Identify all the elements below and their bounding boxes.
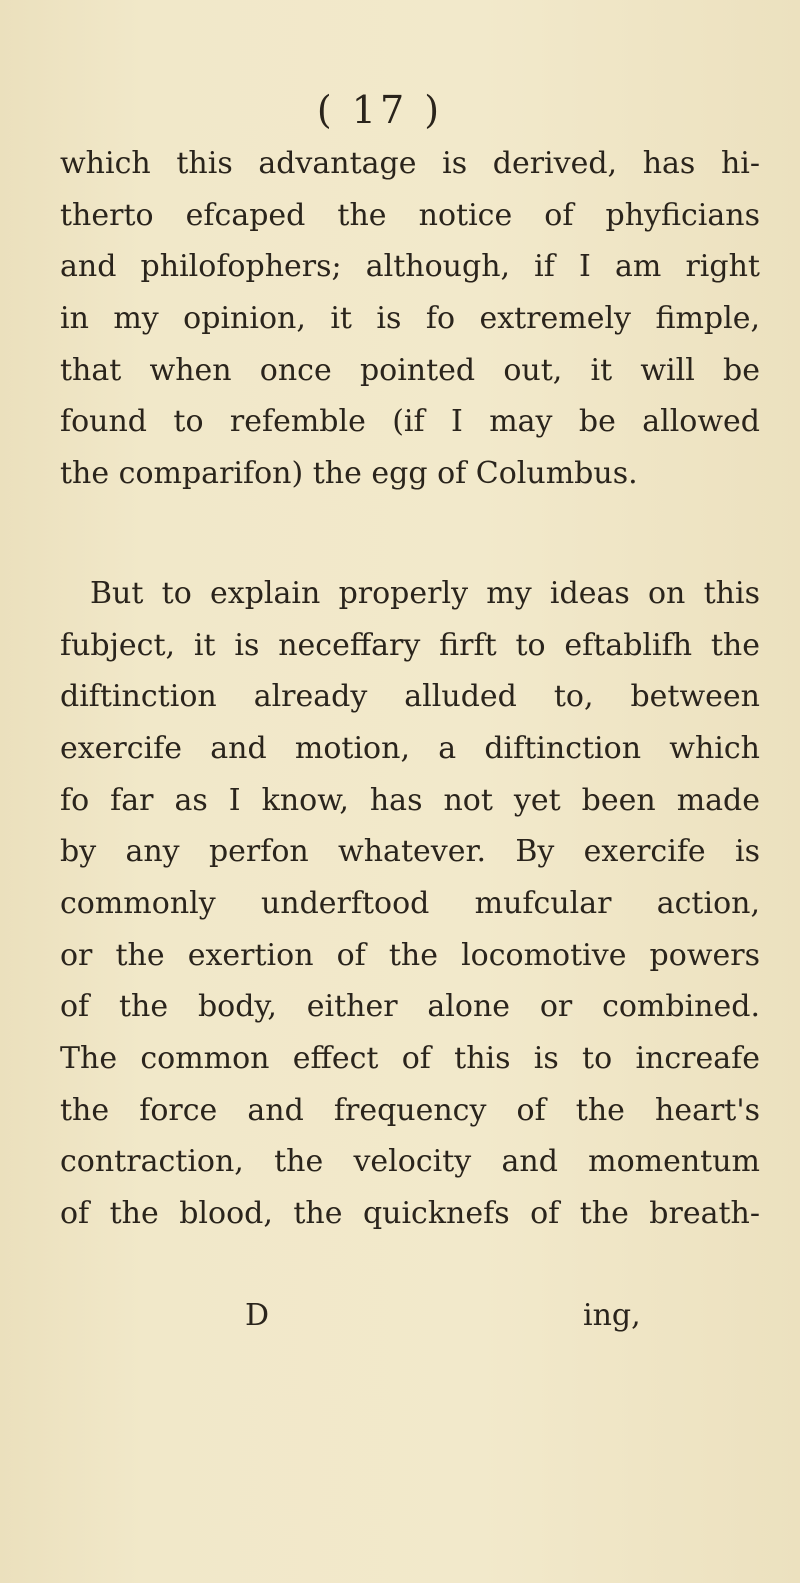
text-line: fo far as I know, has not yet been made [60,782,760,818]
text-line: by any perfon whatever. By exercife is [60,834,760,870]
text-line: found to refemble (if I may be allowed [60,404,760,440]
paragraph-gap [60,500,760,568]
paragraph-1 [60,138,760,500]
signature-mark: D [245,1298,270,1333]
text-line: fubject, it is neceffary firft to eftablifh the [60,627,760,663]
text-line: of the body, either alone or combined. [60,989,760,1025]
text-line: exercife and motion, a diftinction which [60,730,760,766]
text-line: the comparifon) the egg of Columbus. [60,456,638,492]
text-line: or the exertion of the locomotive powers [60,937,760,973]
text-line: The common effect of this is to increafe [60,1041,760,1076]
paragraph-2 [60,568,760,1240]
page-number: ( 17 ) [316,88,444,132]
text-line: diftinction already alluded to, between [60,679,760,715]
text-line: contraction, the velocity and momentum [60,1144,760,1180]
text-line: of the blood, the quicknefs of the breath- [60,1196,760,1232]
text-line: which this advantage is derived, has hi- [60,146,760,181]
text-line: therto efcaped the notice of phyficians [60,197,760,233]
body-text [60,138,760,1240]
page-footer [0,1298,800,1348]
text-line: the force and frequency of the heart's [60,1092,760,1128]
text-line: commonly underftood mufcular action, [60,885,760,921]
catchword: ing, [583,1298,641,1333]
text-line: in my opinion, it is fo extremely fimple, [60,301,760,337]
text-line: But to explain properly my ideas on this [90,575,760,611]
text-line: that when once pointed out, it will be [60,352,760,388]
text-line: and philofophers; although, if I am right [60,249,760,285]
